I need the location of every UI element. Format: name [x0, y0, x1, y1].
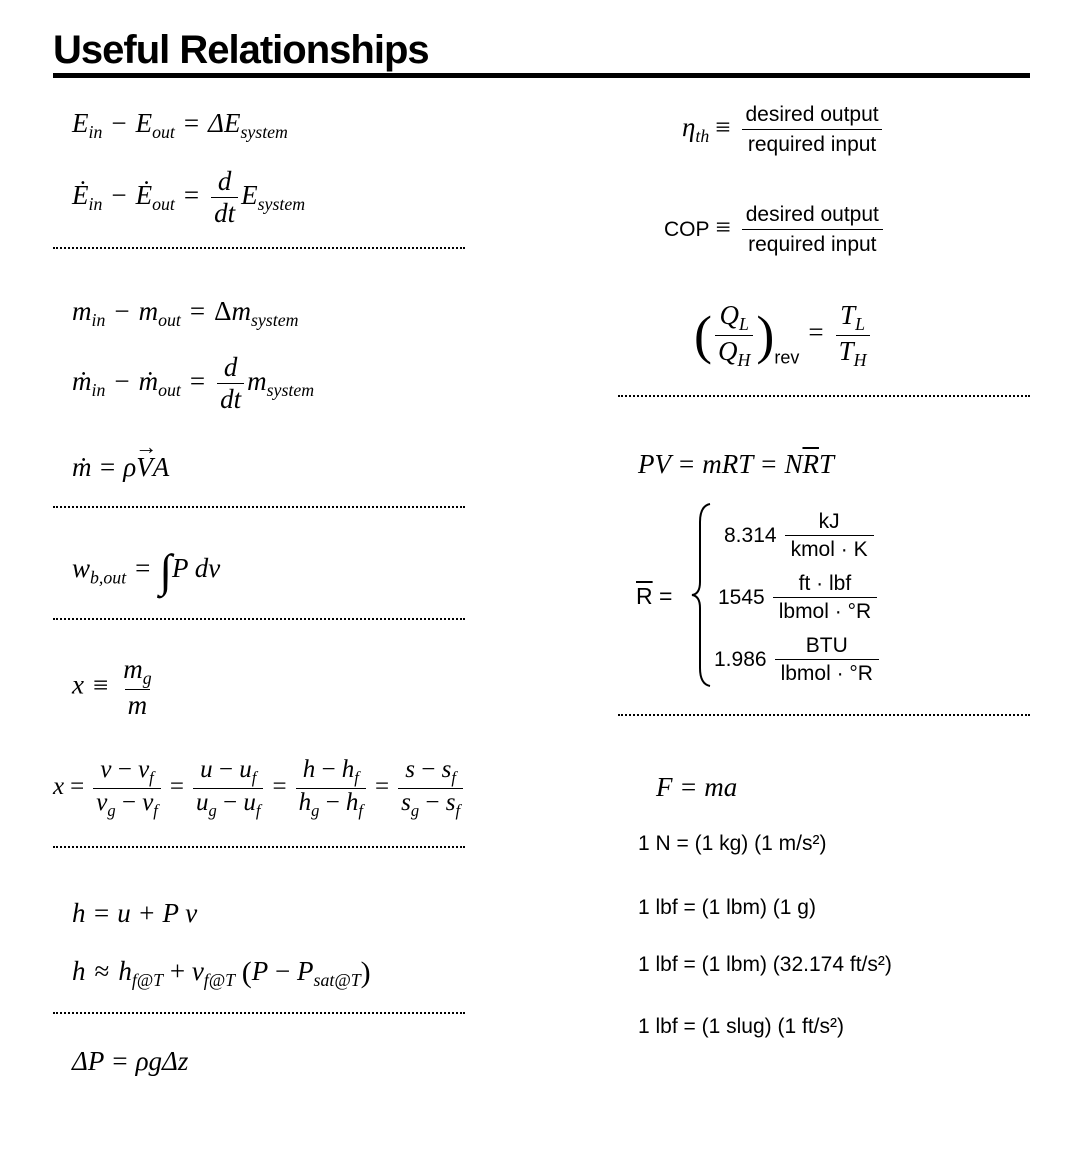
- divider: [53, 247, 465, 249]
- mass-rate-equation: ṁ$_{in}$ − ṁ$_{out}$ = $\frac{d}{dt}$ $m_{system}$: [72, 352, 315, 415]
- cop-equation: COP ≡ $\frac{\text{desired output}}{\text{required input}}$: [664, 200, 888, 259]
- hydrostatic-equation: ΔP = ρgΔz: [72, 1046, 189, 1076]
- unit-conversion: 1 lbf = (1 lbm) (32.174 ft/s²): [638, 953, 892, 976]
- unit-conversion: 1 lbf = (1 lbm) (1 g): [638, 896, 816, 919]
- gas-constant-row: 1545 $\frac{\text{ft · lbf}}{\text{lbmol · °R}}$: [718, 570, 880, 625]
- divider: [53, 618, 465, 620]
- divider: [53, 506, 465, 508]
- title-rule: [53, 73, 1030, 78]
- quality-ratios-equation: x = $\frac{v - v_f}{v_g - v_f}$ = $\frac{u - u_f}{u_g - u_f}$ = $\frac{h - h_f}{h_g - h_f}$ = $\frac{s - s_f}{s_g - s_f}$: [53, 756, 466, 820]
- gas-constant-row: 1.986 $\frac{\text{BTU}}{\text{lbmol · °R}}$: [714, 632, 882, 687]
- divider: [618, 395, 1030, 397]
- divider: [618, 714, 1030, 716]
- mass-flow-equation: ṁ = ρ→ VA: [72, 452, 169, 482]
- divider: [53, 1012, 465, 1014]
- energy-rate-equation: $Ė_{in}$ − $Ė_{out}$ = $\frac{d}{dt}$ $E_{system}$: [72, 166, 306, 229]
- newton-second-law: F = ma: [656, 772, 738, 802]
- ideal-gas-equation: PV = mRT = $N\overline{R}T$: [638, 449, 834, 479]
- boundary-work-equation: $w_{b,out} = \int P$ dv: [72, 545, 221, 596]
- energy-balance-equation: $E_{in} - E_{out} = \Delta E_{system}$: [72, 108, 288, 143]
- unit-conversion: 1 lbf = (1 slug) (1 ft/s²): [638, 1015, 844, 1038]
- gas-constant-row: 8.314 $\frac{kJ}{\text{kmol · K}}$: [724, 508, 877, 563]
- quality-definition: x ≡ $\frac{m_g}{m}$: [72, 654, 152, 720]
- left-brace: [690, 502, 714, 688]
- unit-conversion: 1 N = (1 kg) (1 m/s²): [638, 832, 827, 855]
- page-title: Useful Relationships: [53, 28, 429, 72]
- reversible-ratio-equation: ( $\frac{Q_L}{Q_H}$ )$_{rev}=$ $\frac{T_L}{T_H}$: [694, 300, 873, 372]
- enthalpy-equation: h = u + P v: [72, 898, 198, 928]
- enthalpy-approx-equation: $h \approx h_{f@T} + v_{f@T}$ $(P - P_{sat@T})$: [72, 956, 371, 991]
- mass-balance-equation: $m_{in} - m_{out} = \Delta m_{system}$: [72, 296, 299, 331]
- gas-constant-symbol: $\overline{R}$ =: [636, 583, 673, 609]
- divider: [53, 846, 465, 848]
- thermal-efficiency-equation: $\eta_{th}$ ≡ $\frac{\text{desired output}}{\text{required input}}$: [682, 100, 888, 159]
